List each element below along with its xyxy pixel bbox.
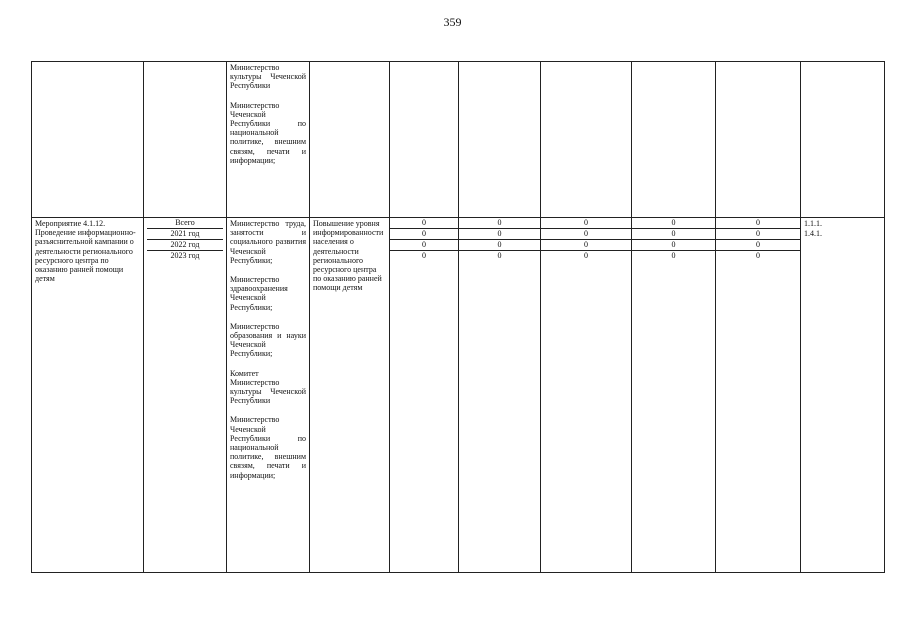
value-number: 0 xyxy=(541,240,631,251)
ministry-item: Министерство образования и науки Чеченской Республики; xyxy=(230,321,306,359)
value-cell xyxy=(459,62,541,218)
years-cell xyxy=(144,62,227,218)
ministry-item: Министерство Чеченской Республики по национальной политике, внешним связям, печати и информации; xyxy=(230,100,306,165)
value-number: 0 xyxy=(716,229,800,240)
value-number: 0 xyxy=(459,240,540,251)
value-number: 0 xyxy=(390,218,458,229)
value-number: 0 xyxy=(716,240,800,251)
ministry-item: Министерство здравоохранения Чеченской Республики; xyxy=(230,275,288,312)
indicator-cell xyxy=(801,62,885,218)
event-cell xyxy=(32,218,144,573)
value-number: 0 xyxy=(541,229,631,240)
table-row-continuation xyxy=(32,62,885,218)
value-cell xyxy=(541,62,632,218)
value-number: 0 xyxy=(716,218,800,229)
ministries-cell xyxy=(227,218,310,573)
value-cell xyxy=(390,62,459,218)
value-cell xyxy=(459,218,541,573)
value-number: 0 xyxy=(390,240,458,251)
result-cell xyxy=(310,218,390,573)
value-number: 0 xyxy=(459,229,540,240)
value-number: 0 xyxy=(497,251,502,260)
indicator-cell xyxy=(801,218,885,573)
value-number: 0 xyxy=(541,218,631,229)
event-title: Мероприятие 4.1.12. Проведение информационно-разъяснительной кампании о деятельности регионального ресурсного центра по оказанию ранней помощи детям xyxy=(35,219,136,284)
year-label: 2022 год xyxy=(147,240,223,251)
year-label: 2021 год xyxy=(147,229,223,240)
year-label: 2023 год xyxy=(170,251,200,260)
ministries-cell xyxy=(227,62,310,218)
value-number: 0 xyxy=(459,218,540,229)
indicator-code: 1.1.1. xyxy=(804,219,822,228)
value-number: 0 xyxy=(422,251,426,260)
value-number: 0 xyxy=(632,218,715,229)
value-cell xyxy=(541,218,632,573)
ministry-item: Комитет Министерство культуры Чеченской Республики xyxy=(230,368,306,406)
ministry-item: Министерство труда, занятости и социального развития Чеченской Республики; xyxy=(230,219,306,265)
ministry-item: Министерство Чеченской Республики по национальной политике, внешним связям, печати и информации; xyxy=(230,415,306,480)
value-number: 0 xyxy=(632,240,715,251)
value-cell xyxy=(716,218,801,573)
value-number: 0 xyxy=(756,251,760,260)
indicator-code: 1.4.1. xyxy=(804,229,822,238)
year-label: Всего xyxy=(147,218,223,229)
result-cell xyxy=(310,62,390,218)
value-cell xyxy=(716,62,801,218)
value-cell xyxy=(632,218,716,573)
ministry-item: Министерство культуры Чеченской Республики xyxy=(230,63,306,91)
result-text: Повышение уровня информированности населения о деятельности регионального ресурсного центра по оказанию ранней помощи детям xyxy=(313,219,384,293)
value-number: 0 xyxy=(584,251,588,260)
event-cell xyxy=(32,62,144,218)
value-number: 0 xyxy=(632,229,715,240)
value-cell xyxy=(390,218,459,573)
page-number: 359 xyxy=(443,15,462,29)
value-number: 0 xyxy=(671,251,676,260)
years-cell xyxy=(144,218,227,573)
value-number: 0 xyxy=(390,229,458,240)
table-row-event xyxy=(32,218,885,573)
program-table xyxy=(31,61,885,573)
value-cell xyxy=(632,62,716,218)
